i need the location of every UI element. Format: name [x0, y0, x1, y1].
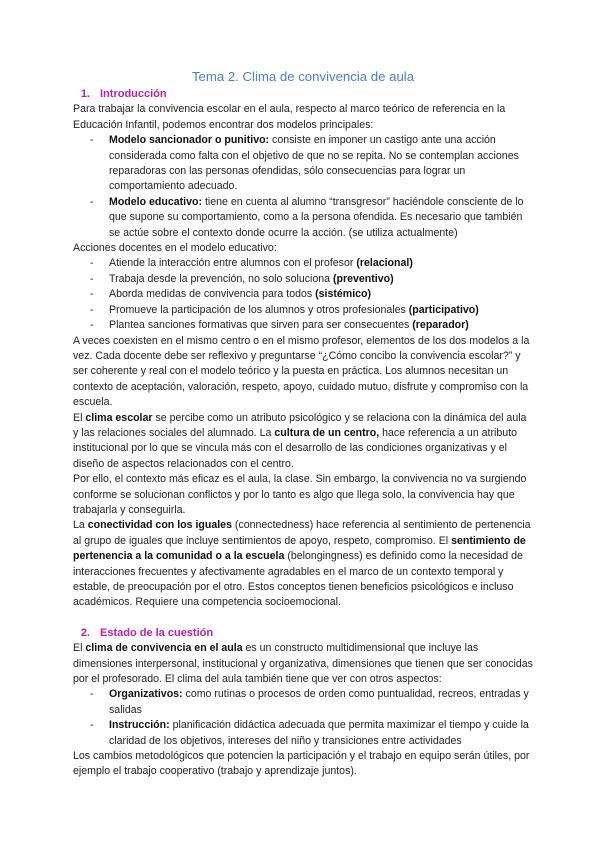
action-text: Trabaja desde la prevención, no solo soluciona	[109, 272, 333, 285]
document-page	[73, 68, 533, 780]
actions-label: Acciones docentes en el modelo educativo:	[73, 242, 277, 255]
list-item: - Organizativos: como rutinas o procesos de orden como puntualidad, recreos, entradas y salidas	[90, 688, 529, 716]
paragraph-conectividad: La conectividad con los iguales (connectedness) hace referencia al sentimiento de pertenencia al grupo de iguales que incluye sentimientos de apoyo, respeto, compromiso. El sentimiento de pertenencia a la comunidad o a la escuela (belongingness) es definido como la necesidad de interacciones frecuentes y afectivamente agradables en el marco de un contexto temporal y estable, de preocupación por el otro. Estos conceptos tienen beneficios psicológicos e incluso académicos. Requiere una competencia socioemocional.	[73, 519, 531, 609]
list-item: - Atiende la interacción entre alumnos con el profesor (relacional)	[90, 257, 413, 270]
paragraph-clima-escolar: El clima escolar se percibe como un atributo psicológico y se relaciona con la dinámica del aula y las relaciones sociales del alumnado. La cultura de un centro, hace referencia a un atributo institucional por lo que se vincula más con el desarrollo de las condiciones organizativas y el diseño de aspectos relacionados con el centro.	[73, 411, 527, 470]
section-number: 1.	[80, 88, 90, 100]
section-heading-estado	[73, 626, 533, 641]
action-text: Plantea sanciones formativas que sirven para ser consecuentes	[109, 319, 413, 332]
list-item: - Instrucción: planificación didáctica adecuada que permita maximizar el tiempo y cuide la claridad de los objetivos, intereses del niño y transiciones entre actividades	[90, 719, 529, 747]
section-heading-text: Estado de la cuestión	[100, 626, 214, 639]
model-term: Modelo sancionador o punitivo:	[109, 134, 270, 147]
aspect-text: como rutinas o procesos de orden como puntualidad, recreos, entradas y salidas	[109, 688, 529, 716]
paragraph-models-coexist: A veces coexisten en el mismo centro o en el mismo profesor, elementos de los dos modelos a la vez. Cada docente debe ser reflexivo y preguntarse “¿Cómo concibo la convivencia escolar?” y ser coherente y real con el modelo teórico y la puesta en práctica. Los alumnos necesitan un contexto de aceptación, valoración, respeto, apoyo, cuidado mutuo, disfrute y compromiso con la escuela.	[73, 334, 530, 409]
action-text: Atiende la interacción entre alumnos con el profesor	[109, 257, 357, 270]
document-title: Tema 2. Clima de convivencia de aula	[191, 69, 415, 84]
action-tag: (participativo)	[408, 303, 479, 316]
action-tag: (preventivo)	[332, 272, 394, 285]
paragraph-contexto: Por ello, el contexto más eficaz es el aula, la clase. Sin embargo, la convivencia no va surgiendo conforme se solucionan conflictos y por lo tanto es algo que llega solo, la convivencia hay que trabajarla y conseguirla.	[73, 473, 527, 516]
intro-paragraph: Para trabajar la convivencia escolar en el aula, respecto al marco teórico de referencia en la Educación Infantil, podemos encontrar dos modelos principales:	[73, 103, 506, 131]
section-gap	[73, 611, 533, 626]
list-item: - Trabaja desde la prevención, no solo soluciona (preventivo)	[90, 272, 394, 285]
action-tag: (reparador)	[412, 319, 469, 332]
paragraph-clima-convivencia: El clima de convivencia en el aula es un constructo multidimensional que incluye las dimensiones interpersonal, institucional y organizativa, dimensiones que tienen que ser conocidas por el profesorado. El clima del aula también tiene que ver con otros aspectos:	[73, 642, 533, 686]
aspects-list	[73, 687, 533, 749]
list-item: - Modelo sancionador o punitivo: consiste en imponer un castigo ante una acción considerada como falta con el objetivo de que no se repita. No se contemplan acciones reparadoras con las personas ofendidas, sólo consecuencias para lograr un comportamiento adecuado.	[90, 134, 519, 193]
model-text: tiene en cuenta al alumno “transgresor” haciéndole consciente de lo que supone su comportamiento, como a la persona ofendida. Es necesario que también se actúe sobre el contexto donde ocurre la acción. (se utiliza actualmente)	[109, 195, 524, 239]
list-item: - Aborda medidas de convivencia para todos (sistémico)	[90, 288, 372, 301]
aspect-term: Instrucción:	[109, 719, 170, 732]
action-tag: (relacional)	[356, 257, 413, 270]
action-text: Promueve la participación de los alumnos y otros profesionales	[109, 303, 409, 316]
models-list	[73, 133, 533, 241]
aspect-term: Organizativos:	[109, 688, 183, 701]
list-item: - Modelo educativo: tiene en cuenta al alumno “transgresor” haciéndole consciente de lo que supone su comportamiento, como a la persona ofendida. Es necesario que también se actúe sobre el contexto donde ocurre la acción. (se utiliza actualmente)	[90, 195, 524, 239]
section-heading-introduccion	[73, 87, 533, 102]
section-heading-text: Introducción	[100, 88, 167, 100]
list-item: - Promueve la participación de los alumnos y otros profesionales (participativo)	[90, 303, 479, 316]
model-term: Modelo educativo:	[109, 195, 202, 208]
aspect-text: planificación didáctica adecuada que permita maximizar el tiempo y cuide la claridad de los objetivos, intereses del niño y transiciones entre actividades	[109, 719, 529, 747]
list-item: - Plantea sanciones formativas que sirven para ser consecuentes (reparador)	[90, 319, 469, 332]
action-tag: (sistémico)	[315, 288, 372, 301]
actions-list	[73, 256, 533, 333]
paragraph-cambios: Los cambios metodológicos que potencien la participación y el trabajo en equipo serán útiles, por ejemplo el trabajo cooperativo (trabajo y aprendizaje juntos).	[73, 750, 530, 778]
model-text: consiste en imponer un castigo ante una acción considerada como falta con el objetivo de que no se repita. No se contemplan acciones reparadoras con las personas ofendidas, sólo consecuencias para lograr un comportamiento adecuado.	[109, 134, 519, 193]
section-number: 2.	[80, 626, 90, 639]
action-text: Aborda medidas de convivencia para todos	[109, 288, 316, 301]
